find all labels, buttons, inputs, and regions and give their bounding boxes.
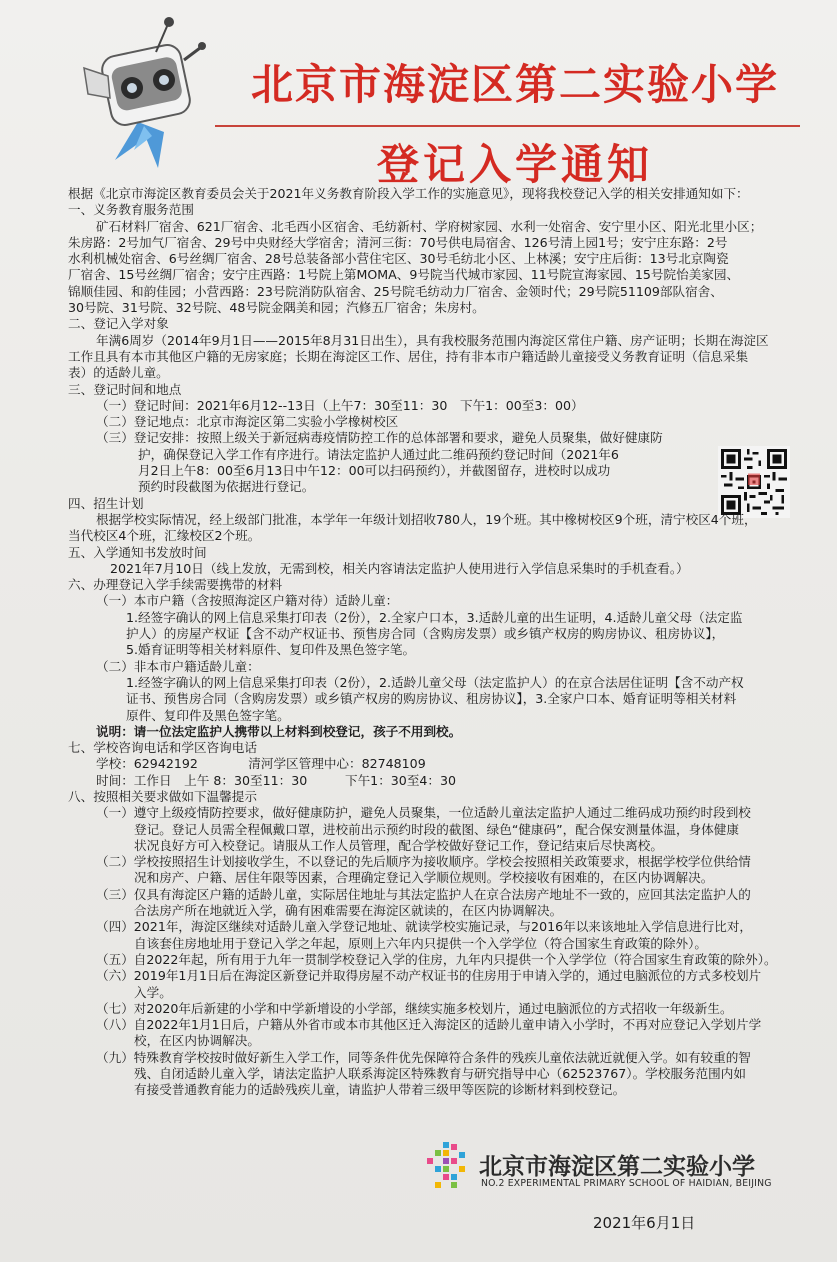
section-8-heading: 八、按照相关要求做如下温馨提示 [68, 788, 257, 804]
paragraph-line: 朱房路：2号加气厂宿舍、29号中央财经大学宿舍；清河三街：70号供电局宿舍、126号清上园1号；安宁庄东路：2号 [68, 234, 728, 250]
section-7-heading: 七、学校咨询电话和学区咨询电话 [68, 740, 257, 756]
tip-line: （九）特殊教育学校按时做好新生入学工作，同等条件优先保障符合条件的残疾儿童依法就近就便入学。如有较重的智 [96, 1049, 751, 1065]
paragraph-line: 年满6周岁（2014年9月1日——2015年8月31日出生），具有我校服务范围内海淀区常住户籍、房产证明；长期在海淀区 [96, 332, 769, 348]
contact-hours: 时间：工作日 上午 8：30至11：30 下午1：30至4：30 [96, 772, 457, 788]
tip-line: （八）自2022年1月1日后，户籍从外省市或本市其他区迁入海淀区的适龄儿童申请入小学时，不再对应登记入学划片学 [96, 1017, 762, 1033]
paragraph-line: 工作且具有本市其他区户籍的无房家庭；长期在海淀区工作、居住，持有非本市户籍适龄儿童接受义务教育证明（信息采集 [68, 348, 749, 364]
tip-line: 状况良好方可入校登记。请服从工作人员管理，配合学校做好登记工作，登记结束后尽快离校。 [134, 837, 663, 853]
footer-school-name: 北京市海淀区第二实验小学 [479, 1154, 755, 1180]
section-1-content [68, 219, 810, 317]
paragraph-line: （一）登记时间：2021年6月12--13日（上午7：30至11：30 下午1：00至3：00） [96, 397, 584, 413]
tip-line: （二）学校按照招生计划接收学生，不以登记的先后顺序为接收顺序。学校会按照相关政策要求，根据学校学位供给情 [96, 854, 751, 870]
section-7-content [68, 756, 810, 789]
tip-line: 登记。登记人员需全程佩戴口罩，进校前出示预约时段的截图、绿色“健康码”，配合保安测量体温，身体健康 [134, 821, 739, 837]
tip-line: 校，在区内协调解决。 [134, 1033, 260, 1049]
tip-line: 入学。 [134, 984, 172, 1000]
contact-phones: 学校：62942192 清河学区管理中心：82748109 [96, 756, 426, 772]
paragraph-line: 水利机械处宿舍、6号丝绸厂宿舍、28号总装备部小营住宅区、30号毛纺北小区、上林溪；安宁庄后街：13号北京陶瓷 [68, 251, 729, 267]
note-text: 说明：请一位法定监护人携带以上材料到校登记，孩子不用到校。 [96, 723, 462, 739]
paragraph-line: 根据学校实际情况，经上级部门批准，本学年一年级计划招收780人，19个班。其中橡树校区9个班，清宁校区4个班， [96, 511, 757, 527]
footer-school-name-en: NO.2 EXPERIMENTAL PRIMARY SCHOOL OF HAIDIAN, BEIJING [481, 1178, 772, 1189]
section-1-heading: 一、义务教育服务范围 [68, 202, 194, 218]
tip-line: （七）对2020年后新建的小学和中学新增设的小学部，继续实施多校划片，通过电脑派位的方式招收一年级新生。 [96, 1000, 733, 1016]
tip-line: 况和房产、户籍、居住年限等因素，合理确定登记入学顺位规则。学校接收有困难的，在区内协调解决。 [134, 870, 714, 886]
section-4-heading: 四、招生计划 [68, 495, 144, 511]
subsection-title: （二）非本市户籍适龄儿童： [96, 658, 260, 674]
notice-title-subject: 登记入学通知 [376, 140, 653, 189]
paragraph-line: 预约时段截图为依据进行登记。 [138, 479, 315, 495]
paragraph-line: 矿石材料厂宿舍、621厂宿舍、北毛西小区宿舍、毛纺新村、学府树家园、水利一处宿舍、安宁里小区、阳光北里小区； [96, 218, 763, 234]
notice-date: 2021年6月1日 [593, 1214, 696, 1232]
intro-text: 根据《北京市海淀区教育委员会关于2021年义务教育阶段入学工作的实施意见》，现将我校登记入学的相关安排通知如下： [68, 186, 749, 201]
section-8-content [68, 805, 810, 1098]
paragraph-line: 1.经签字确认的网上信息采集打印表（2份），2.全家户口本，3.适龄儿童的出生证明，4.适龄儿童父母（法定监 [126, 609, 743, 625]
tip-line: （三）仅具有海淀区户籍的适龄儿童，实际居住地址与其法定监护人在京合法房产地址不一致的，应回其法定监护人的 [96, 886, 751, 902]
paragraph-line: 1.经签字确认的网上信息采集打印表（2份），2.适龄儿童父母（法定监护人）的在京合法居住证明【含不动产权 [126, 674, 744, 690]
paragraph-line: 2021年7月10日（线上发放，无需到校，相关内容请法定监护人使用进行入学信息采集时的手机查看。） [110, 560, 689, 576]
section-6-heading: 六、办理登记入学手续需要携带的材料 [68, 577, 283, 593]
notice-body [68, 186, 810, 1099]
tip-line: 有接受普通教育能力的适龄残疾儿童，请监护人带着三级甲等医院的诊断材料到校登记。 [134, 1082, 626, 1098]
section-4-content [68, 512, 810, 545]
paragraph-line: （二）登记地点：北京市海淀区第二实验小学橡树校区 [96, 414, 399, 430]
paragraph-line: 锦顺佳园、和韵佳园；小营西路：23号院消防队宿舍、25号院毛纺动力厂宿舍、金领时代；29号院51109部队宿舍、 [68, 283, 723, 299]
tip-line: 合法房产所在地就近入学，确有困难需要在海淀区就读的，在区内协调解决。 [134, 903, 563, 919]
tip-line: 自该套住房地址用于登记入学之年起，原则上六年内只提供一个入学学位（符合国家生育政策的除外）。 [134, 935, 708, 951]
paragraph-line: 表）的适龄儿童。 [68, 365, 169, 381]
section-3-content [68, 398, 810, 496]
notice-title-school: 北京市海淀区第二实验小学 [250, 60, 779, 109]
tip-line: （五）自2022年起，所有用于九年一贯制学校登记入学的住房，九年内只提供一个入学学位（符合国家生育政策的除外）。 [96, 951, 777, 967]
robot-mascot-icon [60, 10, 220, 170]
tip-line: （一）遵守上级疫情防控要求，做好健康防护，避免人员聚集，一位适龄儿童法定监护人通过二维码成功预约时段到校 [96, 805, 751, 821]
section-6-content [68, 593, 810, 740]
paragraph-line: 厂宿舍、15号丝绸厂宿舍；安宁庄西路：1号院上第MOMA、9号院当代城市家园、11号院宣海家园、15号院怡美家园、 [68, 267, 740, 283]
paragraph-line: 护，确保登记入学工作有序进行。请法定监护人通过此二维码预约登记时间（2021年6 [138, 446, 619, 462]
tip-line: 残、自闭适龄儿童入学，请法定监护人联系海淀区特殊教育与研究指导中心（62523767）。学校服务范围内如 [134, 1066, 746, 1082]
section-2-heading: 二、登记入学对象 [68, 316, 169, 332]
paragraph-line: 原件、复印件及黑色签字笔。 [126, 707, 290, 723]
paragraph-line: 月2日上午8：00至6月13日中午12：00可以扫码预约），并截图留存，进校时以成功 [138, 463, 611, 479]
section-5-heading: 五、入学通知书发放时间 [68, 544, 207, 560]
paragraph-line: 5.婚育证明等相关材料原件、复印件及黑色签字笔。 [126, 642, 416, 658]
section-3-heading: 三、登记时间和地点 [68, 381, 182, 397]
paragraph-line: 证书、预售房合同（含购房发票）或乡镇产权房的购房协议、租房协议】，3.全家户口本、婚育证明等相关材料 [126, 691, 737, 707]
tip-line: （四）2021年，海淀区继续对适龄儿童入学登记地址、就读学校实施记录，与2016年以来该地址入学信息进行比对， [96, 919, 753, 935]
paragraph-line: 30号院、31号院、32号院、48号院金隅美和园；汽修五厂宿舍；朱房村。 [68, 300, 485, 316]
paragraph-line: 当代校区4个班，汇缘校区2个班。 [68, 528, 261, 544]
subsection-title: （一）本市户籍（含按照海淀区户籍对待）适龄儿童： [96, 593, 399, 609]
school-logo-icon [423, 1140, 473, 1192]
paragraph-line: （三）登记安排：按照上级关于新冠病毒疫情防控工作的总体部署和要求，避免人员聚集，做好健康防 [96, 430, 663, 446]
section-2-content [68, 333, 810, 382]
title-divider [215, 125, 800, 127]
paragraph-line: 护人）的房屋产权证【含不动产权证书、预售房合同（含购房发票）或乡镇产权房的购房协议、租房协议】， [126, 626, 725, 642]
tip-line: （六）2019年1月1日后在海淀区新登记并取得房屋不动产权证书的住房用于申请入学的，通过电脑派位的方式多校划片 [96, 968, 762, 984]
